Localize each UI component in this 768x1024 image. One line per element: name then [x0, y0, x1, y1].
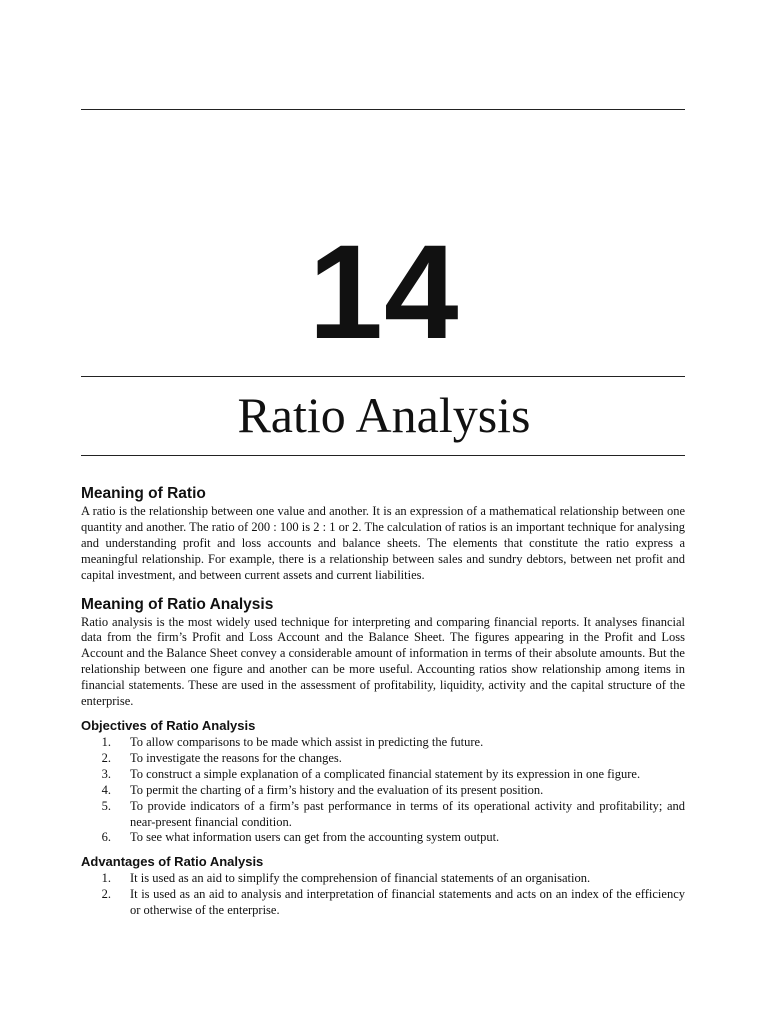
item-text: To provide indicators of a firm’s past performance in terms of its operational activity and profitability; and near-present financial condition.: [130, 798, 685, 829]
title-bottom-rule: [81, 455, 685, 456]
chapter-body: [81, 484, 685, 919]
list-item: [81, 735, 685, 751]
item-number: 6.: [101, 830, 111, 845]
item-number: 2.: [101, 750, 111, 765]
paragraph-meaning-of-ratio: A ratio is the relationship between one value and another. It is an expression of a mathematical relationship between one quantity and another. The ratio of 200 : 100 is 2 : 1 or 2. The calculation of ratios is an important technique for analysing and understanding profit and loss accounts and balance sheets. The elements that constitute the ratio express a meaningful relationship. For example, there is a relationship between sales and sundry debtors, between net profit and capital investment, and between current assets and current liabilities.: [81, 504, 685, 582]
item-number: 2.: [101, 887, 111, 902]
list-item: [81, 783, 685, 799]
list-item: [81, 767, 685, 783]
title-top-rule: [81, 376, 685, 377]
paragraph-meaning-of-ratio-analysis: Ratio analysis is the most widely used technique for interpreting and comparing financial reports. It analyses financial data from the firm’s Profit and Loss Account and the Balance Sheet. The figures appearing in the Profit and Loss Account and the Balance Sheet convey a considerable amount of information in terms of their absolute amounts. But the relationship between one figure and another can be more useful. Accounting ratios show relationship among items in financial statements. These are used in the assessment of profitability, liquidity, activity and the capital structure of the enterprise.: [81, 614, 685, 709]
item-number: 3.: [101, 766, 111, 781]
advantages-list: [81, 871, 685, 919]
item-number: 4.: [101, 782, 111, 797]
item-text: To construct a simple explanation of a complicated financial statement by its expression in one figure.: [130, 766, 641, 781]
heading-objectives: Objectives of Ratio Analysis: [81, 717, 256, 733]
chapter-number: 14: [308, 218, 460, 367]
item-text: To allow comparisons to be made which assist in predicting the future.: [130, 734, 484, 749]
heading-meaning-of-ratio-analysis: Meaning of Ratio Analysis: [81, 595, 274, 613]
item-text: It is used as an aid to analysis and interpretation of financial statements and acts on an index of the efficiency or otherwise of the enterprise.: [130, 887, 685, 918]
top-rule: [81, 109, 685, 110]
heading-meaning-of-ratio: Meaning of Ratio: [81, 485, 206, 502]
item-text: To see what information users can get from the accounting system output.: [130, 830, 500, 845]
item-number: 1.: [101, 734, 111, 749]
item-text: To investigate the reasons for the changes.: [130, 750, 342, 765]
item-text: It is used as an aid to simplify the comprehension of financial statements of an organisation.: [130, 871, 591, 886]
chapter-title: Ratio Analysis: [237, 387, 531, 443]
heading-advantages: Advantages of Ratio Analysis: [81, 854, 264, 870]
list-item: [81, 871, 685, 887]
objectives-list: [81, 735, 685, 846]
list-item: [81, 830, 685, 846]
item-text: To permit the charting of a firm’s history and the evaluation of its present position.: [130, 782, 544, 797]
list-item: [81, 887, 685, 919]
list-item: [81, 799, 685, 831]
list-item: [81, 751, 685, 767]
item-number: 5.: [101, 798, 111, 813]
item-number: 1.: [101, 871, 111, 886]
